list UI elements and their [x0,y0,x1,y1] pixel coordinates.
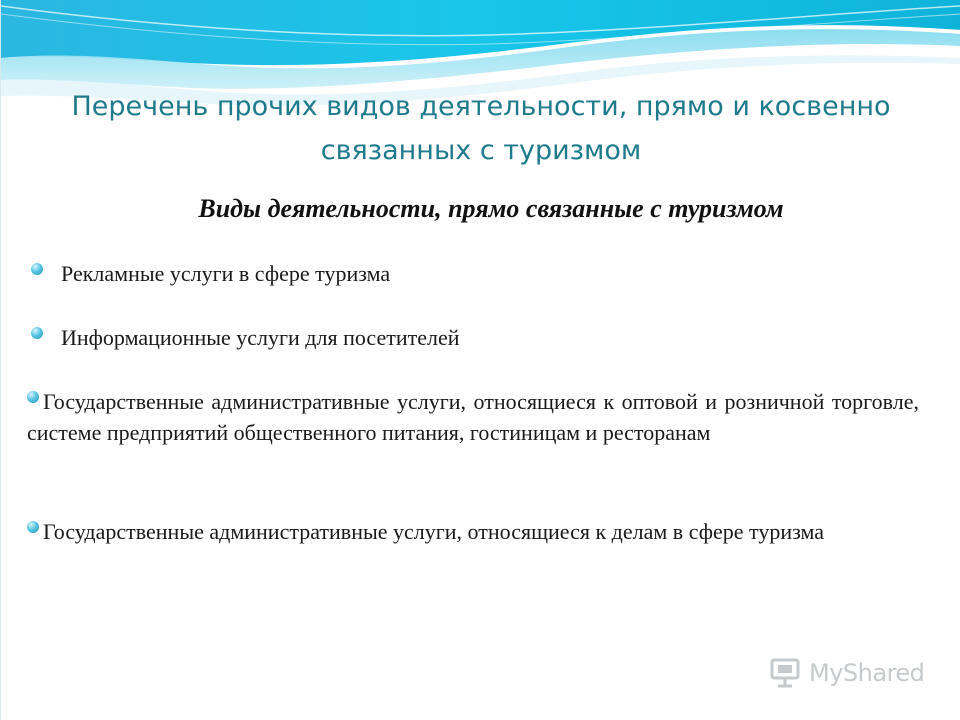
list-item [27,386,919,448]
section-subtitle: Виды деятельности, прямо связанные с туризмом [198,194,784,223]
list-item [31,322,460,353]
slide-title: Перечень прочих видов деятельности, прямо и косвенно связанных с туризмом [71,91,891,166]
list-item-text: Рекламные услуги в сфере туризма [61,261,391,286]
list-item-text: Государственные административные услуги, относящиеся к оптовой и розничной торговле, системе предприятий общественного питания, гостиницам и ресторанам [27,389,919,445]
circle-bullet-icon [31,263,43,275]
list-item-text: Государственные административные услуги, относящиеся к делам в сфере туризма [43,519,825,544]
circle-bullet-icon [27,391,39,403]
circle-bullet-icon [27,521,39,533]
watermark [769,656,924,690]
presentation-board-icon [769,657,803,689]
circle-bullet-icon [31,327,43,339]
list-item [31,258,390,289]
list-item [27,516,919,547]
list-item-text: Информационные услуги для посетителей [61,325,460,350]
watermark-text: MyShared [809,659,925,687]
